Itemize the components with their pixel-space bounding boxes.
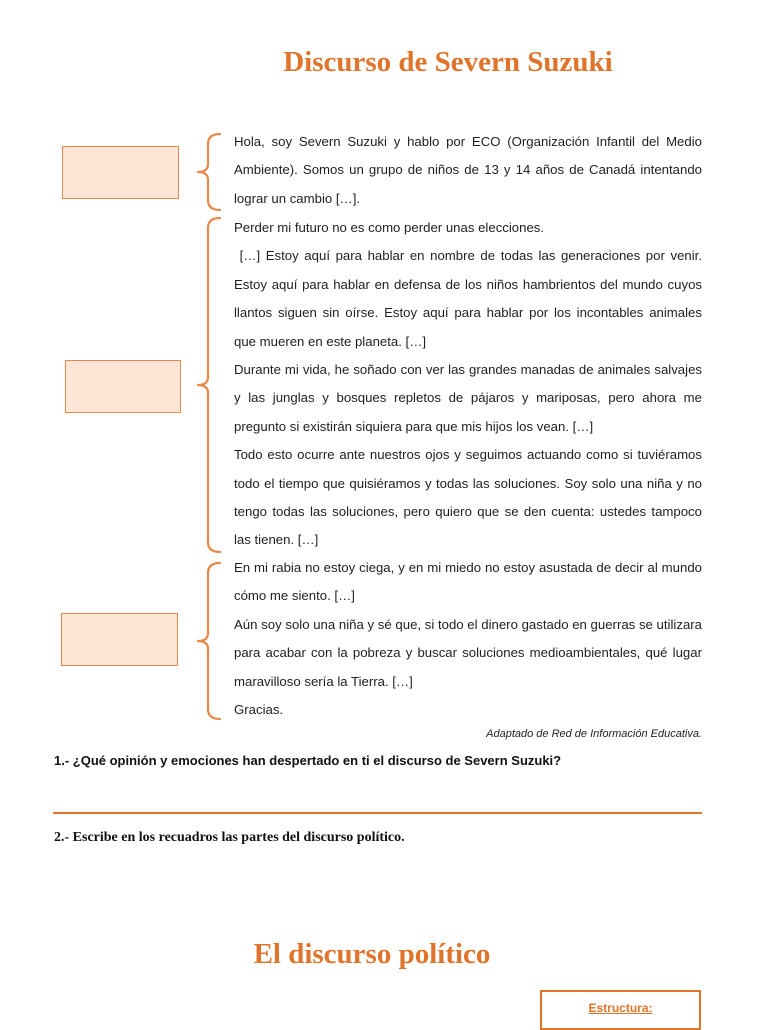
speech-block-introduction bbox=[234, 128, 702, 213]
section-title: El discurso político bbox=[253, 938, 491, 970]
brace-3-icon bbox=[194, 561, 224, 721]
answer-box-introduction[interactable] bbox=[62, 146, 179, 199]
speech-block-development bbox=[234, 214, 706, 555]
speech-paragraph: Todo esto ocurre ante nuestros ojos y seguimos actuando como si tuviéramos todo el tiempo que quisiéramos y todas las soluciones. Soy solo una niña y no tengo todas las soluciones, pero quiero que se den cuenta: ustedes tampoco las tienen. […] bbox=[234, 447, 702, 548]
speech-paragraph: […] Estoy aquí para hablar en nombre de todas las generaciones por venir. Estoy aquí para hablar en defensa de los niños hambrientos del mundo cuyos llantos siguen sin oírse. Estoy aquí para hablar por los incontables animales que mueren en este planeta. […] bbox=[234, 248, 706, 349]
structure-label: Estructura: bbox=[588, 1001, 653, 1015]
speech-paragraph: Aún soy solo una niña y sé que, si todo el dinero gastado en guerras se utilizara para acabar con la pobreza y buscar soluciones medioambientales, qué lugar maravilloso sería la Tierra. […] bbox=[234, 616, 702, 689]
source-citation: Adaptado de Red de Información Educativa. bbox=[486, 728, 702, 740]
speech-paragraph: Perder mi futuro no es como perder unas elecciones. bbox=[234, 220, 545, 235]
speech-paragraph: Durante mi vida, he soñado con ver las grandes manadas de animales salvajes y las junglas y bosques repletos de pájaros y mariposas, pero ahora me pregunto si existirán siquiera para que mis hijos los vean. […] bbox=[234, 362, 702, 434]
speech-paragraph: En mi rabia no estoy ciega, y en mi miedo no estoy asustada de decir al mundo cómo me siento. […] bbox=[234, 560, 702, 604]
structure-box bbox=[540, 990, 701, 1030]
answer-box-development[interactable] bbox=[65, 360, 181, 413]
page-title: Discurso de Severn Suzuki bbox=[283, 46, 613, 78]
speech-paragraph: Gracias. bbox=[234, 702, 284, 718]
brace-1-icon bbox=[194, 132, 224, 212]
question-2: 2.- Escribe en los recuadros las partes del discurso político. bbox=[54, 830, 405, 845]
speech-paragraph: Hola, soy Severn Suzuki y hablo por ECO (Organización Infantil del Medio Ambiente). Somos un grupo de niños de 13 y 14 años de Canadá intentando lograr un cambio […]. bbox=[234, 134, 702, 206]
answer-box-conclusion[interactable] bbox=[61, 613, 178, 666]
speech-block-conclusion bbox=[234, 554, 702, 724]
answer-line[interactable] bbox=[53, 812, 702, 814]
question-1: 1.- ¿Qué opinión y emociones han despertado en ti el discurso de Severn Suzuki? bbox=[54, 753, 562, 768]
brace-2-icon bbox=[194, 216, 224, 554]
